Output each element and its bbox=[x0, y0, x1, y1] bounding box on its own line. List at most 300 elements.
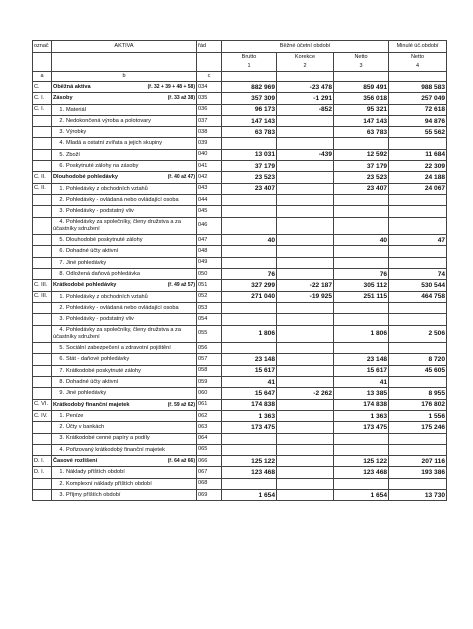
row-item-number: 3. bbox=[59, 316, 64, 323]
row-designation bbox=[33, 149, 52, 160]
table-row bbox=[33, 433, 447, 444]
row-description bbox=[52, 467, 197, 478]
row-brutto bbox=[222, 257, 277, 268]
row-item-number: 7. bbox=[59, 259, 64, 266]
row-formula: (ř. 32 + 39 + 48 + 58) bbox=[147, 83, 195, 90]
row-netto: 23 148 bbox=[334, 354, 389, 365]
row-designation bbox=[33, 388, 52, 399]
row-korekce bbox=[277, 302, 334, 313]
row-brutto: 63 783 bbox=[222, 127, 277, 138]
header-current-period: Běžné účetní období bbox=[222, 41, 389, 53]
row-formula: (ř. 40 až 47) bbox=[167, 174, 195, 181]
row-netto bbox=[334, 138, 389, 149]
row-netto bbox=[334, 302, 389, 313]
row-description bbox=[52, 82, 197, 93]
row-prior-netto: 176 802 bbox=[389, 399, 447, 410]
row-label: Dlouhodobé poskytnuté zálohy bbox=[66, 237, 143, 244]
row-prior-netto: 464 758 bbox=[389, 291, 447, 302]
row-brutto bbox=[222, 444, 277, 455]
row-label: Pohledávky - podstatný vliv bbox=[66, 208, 134, 215]
row-prior-netto: 175 246 bbox=[389, 422, 447, 433]
row-description bbox=[52, 138, 197, 149]
row-netto: 23 523 bbox=[334, 172, 389, 183]
row-korekce bbox=[277, 217, 334, 235]
header-blank-2 bbox=[277, 72, 334, 82]
row-korekce bbox=[277, 269, 334, 280]
row-korekce bbox=[277, 422, 334, 433]
row-line-number: 037 bbox=[197, 115, 222, 126]
row-description bbox=[52, 194, 197, 205]
row-description bbox=[52, 354, 197, 365]
row-korekce bbox=[277, 314, 334, 325]
row-brutto: 271 040 bbox=[222, 291, 277, 302]
row-brutto: 15 647 bbox=[222, 388, 277, 399]
table-row bbox=[33, 246, 447, 257]
row-prior-netto: 22 309 bbox=[389, 161, 447, 172]
row-brutto: 357 309 bbox=[222, 93, 277, 104]
row-brutto bbox=[222, 194, 277, 205]
row-designation bbox=[33, 206, 52, 217]
row-label: Krátkodobé pohledávky bbox=[53, 282, 117, 289]
table-row bbox=[33, 302, 447, 313]
row-netto: 147 143 bbox=[334, 115, 389, 126]
row-description bbox=[52, 291, 197, 302]
row-label: Jiné pohledávky bbox=[66, 259, 107, 266]
row-prior-netto bbox=[389, 246, 447, 257]
row-description bbox=[52, 456, 197, 467]
table-row bbox=[33, 354, 447, 365]
row-netto: 1 806 bbox=[334, 325, 389, 343]
row-prior-netto: 988 583 bbox=[389, 82, 447, 93]
row-item-number: 4. bbox=[59, 219, 64, 226]
row-korekce bbox=[277, 206, 334, 217]
row-item-number: 8. bbox=[59, 378, 64, 385]
row-formula: (ř. 64 až 66) bbox=[167, 458, 195, 465]
row-korekce bbox=[277, 257, 334, 268]
row-label: Jiné pohledávky bbox=[66, 390, 107, 397]
row-label: Zboží bbox=[66, 151, 80, 158]
row-line-number: 052 bbox=[197, 291, 222, 302]
row-line-number: 038 bbox=[197, 127, 222, 138]
row-designation bbox=[33, 269, 52, 280]
row-netto: 251 115 bbox=[334, 291, 389, 302]
row-brutto bbox=[222, 206, 277, 217]
row-designation bbox=[33, 302, 52, 313]
row-designation bbox=[33, 217, 52, 235]
row-description bbox=[52, 93, 197, 104]
row-prior-netto: 11 684 bbox=[389, 149, 447, 160]
row-prior-netto bbox=[389, 257, 447, 268]
table-row bbox=[33, 82, 447, 93]
row-description bbox=[52, 104, 197, 115]
row-korekce: -852 bbox=[277, 104, 334, 115]
table-row bbox=[33, 388, 447, 399]
row-brutto: 173 475 bbox=[222, 422, 277, 433]
row-prior-netto: 193 386 bbox=[389, 467, 447, 478]
table-row bbox=[33, 489, 447, 500]
row-description bbox=[52, 489, 197, 500]
row-label: Oběžná aktiva bbox=[53, 83, 91, 90]
row-brutto bbox=[222, 138, 277, 149]
row-prior-netto: 47 bbox=[389, 235, 447, 246]
header-oznac: označ bbox=[33, 41, 52, 53]
row-designation bbox=[33, 433, 52, 444]
row-korekce bbox=[277, 161, 334, 172]
row-line-number: 050 bbox=[197, 269, 222, 280]
row-korekce bbox=[277, 354, 334, 365]
row-item-number: 9. bbox=[59, 390, 64, 397]
row-korekce bbox=[277, 183, 334, 194]
row-description bbox=[52, 399, 197, 410]
row-label: Dohadné účty aktivní bbox=[66, 248, 119, 255]
row-label: Materiál bbox=[66, 106, 86, 113]
row-description bbox=[52, 410, 197, 421]
row-prior-netto: 55 562 bbox=[389, 127, 447, 138]
row-description bbox=[52, 257, 197, 268]
header-prior-period: Minulé úč.období bbox=[389, 41, 447, 53]
row-designation bbox=[33, 235, 52, 246]
row-netto: 41 bbox=[334, 377, 389, 388]
row-label: Pohledávky - ovládaná nebo ovládající osoba bbox=[66, 304, 179, 311]
row-item-number: 2. bbox=[59, 424, 64, 431]
row-prior-netto bbox=[389, 478, 447, 489]
row-designation: C. III. bbox=[33, 280, 52, 291]
row-korekce bbox=[277, 478, 334, 489]
row-designation bbox=[33, 194, 52, 205]
row-line-number: 045 bbox=[197, 206, 222, 217]
row-label: Krátkodobé cenné papíry a podíly bbox=[66, 435, 150, 442]
row-description bbox=[52, 172, 197, 183]
table-row bbox=[33, 343, 447, 354]
row-designation bbox=[33, 444, 52, 455]
row-line-number: 051 bbox=[197, 280, 222, 291]
row-label: Pohledávky - podstatný vliv bbox=[66, 316, 134, 323]
row-item-number: 5. bbox=[59, 237, 64, 244]
row-label: Pohledávky za společníky, členy družstva a za účastníky sdružení bbox=[53, 327, 181, 340]
table-row bbox=[33, 115, 447, 126]
table-row bbox=[33, 104, 447, 115]
row-netto: 173 475 bbox=[334, 422, 389, 433]
row-prior-netto: 1 556 bbox=[389, 410, 447, 421]
header-brutto-label: Brutto bbox=[241, 54, 257, 60]
row-item-number: 1. bbox=[59, 293, 64, 300]
row-prior-netto bbox=[389, 343, 447, 354]
row-line-number: 059 bbox=[197, 377, 222, 388]
row-korekce: -19 925 bbox=[277, 291, 334, 302]
row-prior-netto bbox=[389, 206, 447, 217]
row-item-number: 4. bbox=[59, 327, 64, 334]
row-korekce: -1 291 bbox=[277, 93, 334, 104]
row-designation bbox=[33, 343, 52, 354]
row-korekce: -22 187 bbox=[277, 280, 334, 291]
row-designation: C. II. bbox=[33, 183, 52, 194]
row-designation bbox=[33, 365, 52, 376]
row-line-number: 053 bbox=[197, 302, 222, 313]
row-label: Stát - daňové pohledávky bbox=[66, 356, 130, 363]
row-line-number: 040 bbox=[197, 149, 222, 160]
row-label: Odložená daňová pohledávka bbox=[66, 270, 141, 277]
row-netto: 174 838 bbox=[334, 399, 389, 410]
row-line-number: 060 bbox=[197, 388, 222, 399]
table-row bbox=[33, 149, 447, 160]
table-row bbox=[33, 194, 447, 205]
row-designation bbox=[33, 377, 52, 388]
row-netto bbox=[334, 257, 389, 268]
row-korekce: -23 478 bbox=[277, 82, 334, 93]
row-item-number: 2. bbox=[59, 304, 64, 311]
table-row bbox=[33, 269, 447, 280]
row-prior-netto: 45 605 bbox=[389, 365, 447, 376]
row-netto: 76 bbox=[334, 269, 389, 280]
row-brutto: 125 122 bbox=[222, 456, 277, 467]
row-brutto: 40 bbox=[222, 235, 277, 246]
row-korekce bbox=[277, 172, 334, 183]
row-korekce bbox=[277, 489, 334, 500]
row-description bbox=[52, 246, 197, 257]
row-description bbox=[52, 183, 197, 194]
row-korekce bbox=[277, 235, 334, 246]
table-row bbox=[33, 183, 447, 194]
row-brutto: 13 031 bbox=[222, 149, 277, 160]
row-brutto: 123 468 bbox=[222, 467, 277, 478]
row-item-number: 2. bbox=[59, 117, 64, 124]
row-prior-netto: 74 bbox=[389, 269, 447, 280]
row-prior-netto bbox=[389, 302, 447, 313]
row-korekce bbox=[277, 127, 334, 138]
row-netto bbox=[334, 343, 389, 354]
table-row bbox=[33, 93, 447, 104]
header-korekce-label: Korekce bbox=[294, 54, 316, 60]
header-rad: řád bbox=[197, 41, 222, 53]
row-label: Výrobky bbox=[66, 129, 87, 136]
row-description bbox=[52, 235, 197, 246]
header-netto-prior-label: Netto bbox=[410, 54, 425, 60]
row-label: Příjmy příštích období bbox=[66, 491, 121, 498]
row-brutto: 23 148 bbox=[222, 354, 277, 365]
row-designation: C. bbox=[33, 82, 52, 93]
table-row bbox=[33, 422, 447, 433]
table-header bbox=[33, 41, 447, 82]
table-body bbox=[33, 82, 447, 501]
row-line-number: 048 bbox=[197, 246, 222, 257]
row-korekce bbox=[277, 399, 334, 410]
row-brutto: 174 838 bbox=[222, 399, 277, 410]
row-line-number: 054 bbox=[197, 314, 222, 325]
row-label: Krátkodobý finanční majetek bbox=[53, 401, 130, 408]
table-row bbox=[33, 444, 447, 455]
header-blank-a bbox=[33, 53, 52, 72]
row-item-number: 4. bbox=[59, 140, 64, 147]
row-netto: 12 592 bbox=[334, 149, 389, 160]
row-line-number: 057 bbox=[197, 354, 222, 365]
row-brutto: 1 363 bbox=[222, 410, 277, 421]
row-netto: 1 654 bbox=[334, 489, 389, 500]
header-blank-3 bbox=[334, 72, 389, 82]
row-description bbox=[52, 478, 197, 489]
table-row bbox=[33, 399, 447, 410]
row-brutto: 327 299 bbox=[222, 280, 277, 291]
row-designation: C. VI. bbox=[33, 399, 52, 410]
row-prior-netto: 24 067 bbox=[389, 183, 447, 194]
row-netto: 37 179 bbox=[334, 161, 389, 172]
row-item-number: 6. bbox=[59, 248, 64, 255]
row-description bbox=[52, 161, 197, 172]
row-label: Pohledávky z obchodních vztahů bbox=[66, 293, 148, 300]
row-prior-netto: 72 618 bbox=[389, 104, 447, 115]
row-line-number: 046 bbox=[197, 217, 222, 235]
row-designation bbox=[33, 489, 52, 500]
header-netto-label: Netto bbox=[354, 54, 368, 60]
row-line-number: 047 bbox=[197, 235, 222, 246]
row-description bbox=[52, 377, 197, 388]
row-prior-netto: 8 955 bbox=[389, 388, 447, 399]
row-designation: C. III. bbox=[33, 291, 52, 302]
header-col-c: c bbox=[197, 72, 222, 82]
row-prior-netto bbox=[389, 194, 447, 205]
row-description bbox=[52, 433, 197, 444]
row-line-number: 067 bbox=[197, 467, 222, 478]
row-line-number: 049 bbox=[197, 257, 222, 268]
row-korekce bbox=[277, 115, 334, 126]
row-line-number: 041 bbox=[197, 161, 222, 172]
row-brutto: 1 654 bbox=[222, 489, 277, 500]
row-label: Peníze bbox=[66, 412, 84, 419]
row-netto bbox=[334, 433, 389, 444]
row-label: Sociální zabezpečení a zdravotní pojištění bbox=[66, 345, 171, 352]
row-label: Komplexní náklady příštích období bbox=[66, 480, 152, 487]
row-korekce bbox=[277, 410, 334, 421]
row-label: Pohledávky - ovládaná nebo ovládající osoba bbox=[66, 196, 179, 203]
table-row bbox=[33, 314, 447, 325]
header-blank-1 bbox=[222, 72, 277, 82]
table-row bbox=[33, 138, 447, 149]
row-netto: 15 617 bbox=[334, 365, 389, 376]
table-row bbox=[33, 127, 447, 138]
header-col-3: 3 bbox=[359, 63, 363, 69]
header-col-2: 2 bbox=[303, 63, 307, 69]
balance-sheet-table bbox=[32, 40, 447, 501]
row-netto: 123 468 bbox=[334, 467, 389, 478]
row-netto: 63 783 bbox=[334, 127, 389, 138]
row-brutto: 1 806 bbox=[222, 325, 277, 343]
row-netto: 125 122 bbox=[334, 456, 389, 467]
header-aktiva: AKTIVA bbox=[52, 41, 197, 53]
row-label: Dohadné účty aktivní bbox=[66, 378, 119, 385]
row-item-number: 8. bbox=[59, 270, 64, 277]
row-prior-netto: 2 506 bbox=[389, 325, 447, 343]
row-line-number: 062 bbox=[197, 410, 222, 421]
row-netto bbox=[334, 217, 389, 235]
row-line-number: 036 bbox=[197, 104, 222, 115]
row-label: Nedokončená výroba a polotovary bbox=[66, 117, 151, 124]
row-item-number: 1. bbox=[59, 412, 64, 419]
row-label: Časové rozlišení bbox=[53, 458, 98, 465]
row-designation bbox=[33, 422, 52, 433]
row-item-number: 5. bbox=[59, 151, 64, 158]
row-item-number: 1. bbox=[59, 469, 64, 476]
row-prior-netto bbox=[389, 433, 447, 444]
row-prior-netto bbox=[389, 444, 447, 455]
row-brutto bbox=[222, 433, 277, 444]
row-korekce bbox=[277, 444, 334, 455]
row-description bbox=[52, 206, 197, 217]
row-item-number: 3. bbox=[59, 435, 64, 442]
row-designation: C. I. bbox=[33, 93, 52, 104]
row-label: Pohledávky z obchodních vztahů bbox=[66, 185, 148, 192]
row-description bbox=[52, 388, 197, 399]
row-line-number: 035 bbox=[197, 93, 222, 104]
row-line-number: 064 bbox=[197, 433, 222, 444]
row-prior-netto: 207 116 bbox=[389, 456, 447, 467]
table-row bbox=[33, 280, 447, 291]
row-designation: C. I. bbox=[33, 104, 52, 115]
row-designation bbox=[33, 138, 52, 149]
table-row bbox=[33, 410, 447, 421]
row-label: Náklady příštích období bbox=[66, 469, 125, 476]
row-netto: 23 407 bbox=[334, 183, 389, 194]
row-netto: 356 018 bbox=[334, 93, 389, 104]
table-row bbox=[33, 206, 447, 217]
table-row bbox=[33, 161, 447, 172]
row-netto: 13 385 bbox=[334, 388, 389, 399]
row-brutto: 37 179 bbox=[222, 161, 277, 172]
header-blank-b bbox=[52, 53, 197, 72]
row-netto bbox=[334, 194, 389, 205]
row-netto: 1 363 bbox=[334, 410, 389, 421]
row-korekce bbox=[277, 456, 334, 467]
row-line-number: 066 bbox=[197, 456, 222, 467]
header-netto bbox=[334, 53, 389, 72]
row-designation bbox=[33, 354, 52, 365]
table-row bbox=[33, 172, 447, 183]
row-label: Pohledávky za společníky, členy družstva a za účastníky sdružení bbox=[53, 219, 181, 232]
table-row bbox=[33, 365, 447, 376]
row-prior-netto bbox=[389, 217, 447, 235]
row-item-number: 1. bbox=[59, 185, 64, 192]
row-brutto: 147 143 bbox=[222, 115, 277, 126]
row-netto bbox=[334, 314, 389, 325]
row-korekce bbox=[277, 467, 334, 478]
row-item-number: 3. bbox=[59, 491, 64, 498]
row-brutto bbox=[222, 302, 277, 313]
row-label: Poskytnuté zálohy na zásoby bbox=[66, 163, 139, 170]
row-label: Pořizovaný krátkodobý finanční majetek bbox=[66, 446, 165, 453]
row-line-number: 044 bbox=[197, 194, 222, 205]
header-col-a: a bbox=[33, 72, 52, 82]
row-designation bbox=[33, 161, 52, 172]
row-netto bbox=[334, 206, 389, 217]
row-korekce bbox=[277, 194, 334, 205]
row-designation: C. IV. bbox=[33, 410, 52, 421]
row-item-number: 4. bbox=[59, 446, 64, 453]
row-netto: 95 321 bbox=[334, 104, 389, 115]
row-item-number: 1. bbox=[59, 106, 64, 113]
row-designation: C. II. bbox=[33, 172, 52, 183]
row-line-number: 063 bbox=[197, 422, 222, 433]
header-col-b: b bbox=[52, 72, 197, 82]
row-brutto: 15 617 bbox=[222, 365, 277, 376]
table-row bbox=[33, 478, 447, 489]
row-line-number: 069 bbox=[197, 489, 222, 500]
row-korekce bbox=[277, 325, 334, 343]
row-formula: (ř. 33 až 38) bbox=[167, 95, 195, 102]
row-brutto bbox=[222, 478, 277, 489]
row-item-number: 3. bbox=[59, 208, 64, 215]
row-prior-netto bbox=[389, 314, 447, 325]
row-brutto bbox=[222, 217, 277, 235]
row-brutto: 882 969 bbox=[222, 82, 277, 93]
row-korekce bbox=[277, 377, 334, 388]
